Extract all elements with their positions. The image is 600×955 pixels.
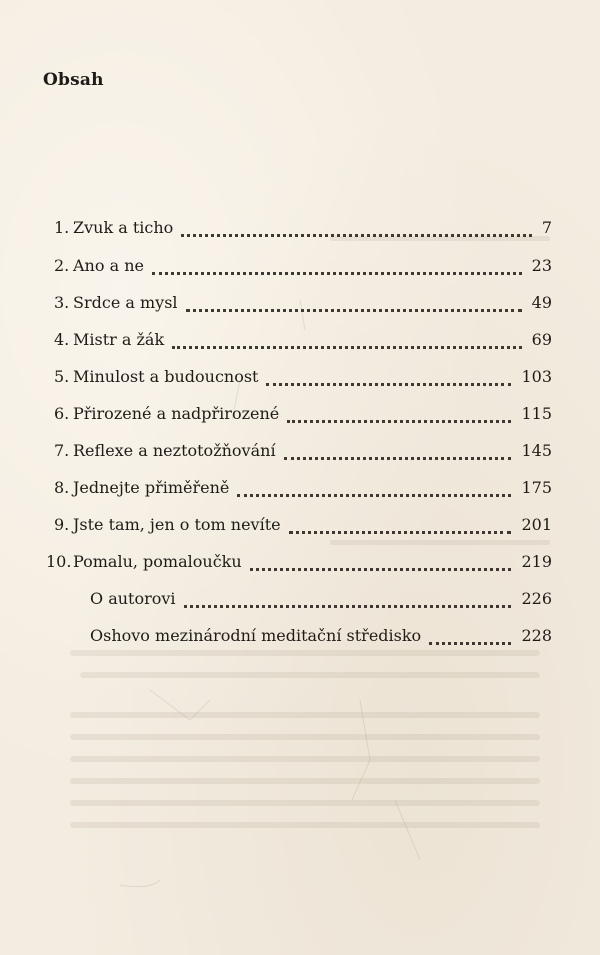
page-number: 228	[521, 626, 552, 645]
dot-leader	[250, 562, 512, 571]
chapter-number: 7.	[54, 441, 70, 460]
toc-appendix-entry	[0, 622, 600, 650]
chapter-title: Přirozené a nadpřirozené	[73, 404, 280, 423]
chapter-number: 5.	[54, 367, 70, 386]
toc-entry	[0, 437, 600, 465]
chapter-title: Jste tam, jen o tom nevíte	[73, 515, 281, 534]
chapter-number: 4.	[54, 330, 70, 349]
toc-entry	[0, 548, 600, 576]
toc-entry	[0, 400, 600, 428]
appendix-title: O autorovi	[90, 589, 176, 608]
toc-entry	[0, 363, 600, 391]
dot-leader	[289, 525, 512, 534]
chapter-title: Reflexe a neztotožňování	[73, 441, 276, 460]
dot-leader	[181, 228, 532, 237]
dot-leader	[287, 414, 511, 423]
dot-leader	[184, 599, 512, 608]
page-number: 115	[521, 404, 552, 423]
dot-leader	[186, 303, 522, 312]
chapter-number: 6.	[54, 404, 70, 423]
page-number: 103	[521, 367, 552, 386]
chapter-title: Srdce a mysl	[73, 293, 178, 312]
chapter-title: Pomalu, pomaloučku	[73, 552, 242, 571]
toc-entry	[0, 214, 600, 242]
page-number: 201	[521, 515, 552, 534]
page-number: 145	[521, 441, 552, 460]
chapter-number: 2.	[54, 256, 70, 275]
appendix-title: Oshovo mezinárodní meditační středisko	[90, 626, 422, 645]
page-number: 175	[521, 478, 552, 497]
toc-entry	[0, 511, 600, 539]
chapter-number: 10.	[46, 552, 72, 571]
toc-entry	[0, 326, 600, 354]
dot-leader	[429, 636, 511, 645]
dot-leader	[284, 451, 512, 460]
chapter-number: 1.	[54, 218, 70, 237]
toc-entry	[0, 252, 600, 280]
page-number: 23	[531, 256, 552, 275]
page-number: 219	[521, 552, 552, 571]
toc-appendix-entry	[0, 585, 600, 613]
chapter-title: Zvuk a ticho	[73, 218, 174, 237]
chapter-number: 3.	[54, 293, 70, 312]
dot-leader	[266, 377, 511, 386]
chapter-title: Jednejte přiměřeně	[73, 478, 230, 497]
toc-entry	[0, 474, 600, 502]
page-number: 49	[531, 293, 552, 312]
chapter-title: Minulost a budoucnost	[73, 367, 259, 386]
page-number: 69	[531, 330, 552, 349]
dot-leader	[172, 340, 521, 349]
chapter-number: 8.	[54, 478, 70, 497]
toc-entry	[0, 289, 600, 317]
chapter-title: Ano a ne	[73, 256, 144, 275]
page-title: Obsah	[43, 70, 104, 90]
chapter-number: 9.	[54, 515, 70, 534]
dot-leader	[237, 488, 511, 497]
page-number: 7	[541, 218, 552, 237]
page-number: 226	[521, 589, 552, 608]
chapter-title: Mistr a žák	[73, 330, 165, 349]
dot-leader	[152, 266, 522, 275]
